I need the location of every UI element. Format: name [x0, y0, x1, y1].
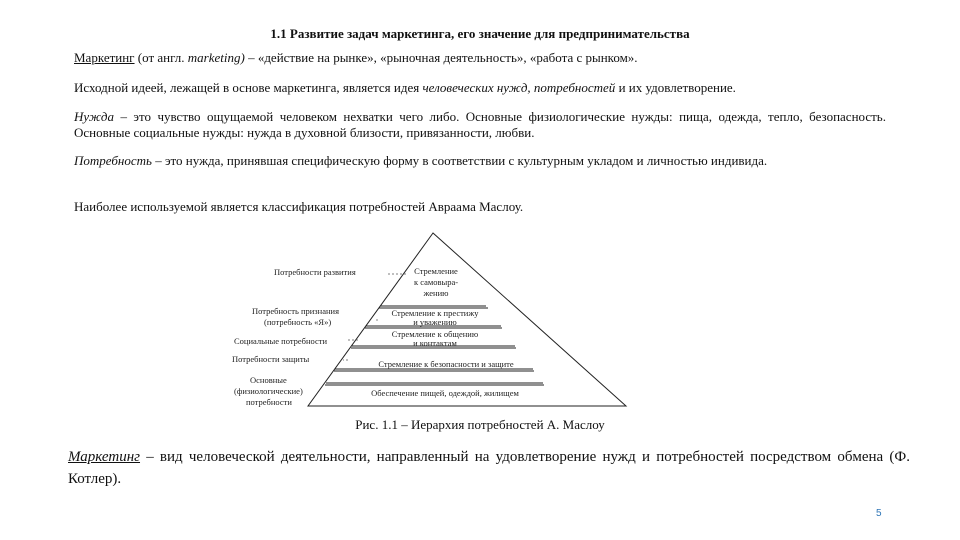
term-want: Потребность — [74, 153, 152, 168]
label-recognition-needs: Потребность признания — [252, 306, 339, 316]
label-protection-needs: Потребности защиты — [232, 354, 310, 364]
level-prestige-2: и уважению — [413, 317, 457, 327]
level-social-1: Стремление к общению — [391, 329, 479, 339]
emphasis: человеческих нужд, потребностей — [422, 80, 616, 95]
level-self-expression-1: Стремление — [414, 266, 458, 276]
page-number: 5 — [876, 508, 882, 519]
text: – «действие на рынке», «рыночная деятельность», «работа с рынком». — [244, 50, 638, 65]
term-marketing: Маркетинг — [74, 50, 135, 65]
level-self-expression-3: жению — [423, 288, 449, 298]
figure-caption: Рис. 1.1 – Иерархия потребностей А. Маслоу — [355, 417, 605, 432]
level-basic: Обеспечение пищей, одеждой, жилищем — [371, 388, 519, 398]
text: – вид человеческой деятельности, направленный на удовлетворение нужд и потребностей посредством обмена (Ф. Котлер). — [68, 449, 910, 487]
paragraph-kotler-definition — [68, 446, 910, 490]
page-title: 1.1 Развитие задач маркетинга, его значение для предпринимательства — [270, 26, 690, 41]
paragraph-need-definition — [74, 109, 886, 141]
text: – это нужда, принявшая специфическую форму в соответствии с культурным укладом и личностью индивида. — [151, 153, 768, 168]
maslow-pyramid-diagram — [228, 228, 648, 414]
level-safety: Стремление к безопасности и защите — [378, 359, 514, 369]
text: (от англ. — [134, 50, 188, 65]
pyramid-outline — [308, 233, 626, 406]
label-basic-needs-sub: (физиологические) — [234, 386, 303, 396]
level-social-2: и контактам — [413, 338, 457, 348]
foreign-word: marketing) — [187, 50, 245, 65]
label-basic-needs: Основные — [250, 375, 287, 385]
paragraph-core-idea — [74, 80, 886, 96]
paragraph-want-definition — [74, 153, 886, 169]
label-development-needs: Потребности развития — [274, 267, 356, 277]
label-basic-needs-sub2: потребности — [246, 397, 292, 407]
paragraph-maslow-intro: Наиболее используемой является классификация потребностей Авраама Маслоу. — [74, 199, 524, 214]
level-self-expression-2: к самовыра- — [413, 277, 459, 287]
text: – это чувство ощущаемой человеком нехватки чего либо. Основные физиологические нужды: пища, одежда, тепло, безопасность. Основные социальные нужды: нужда в духовной близости, привязанности, любви. — [74, 109, 886, 140]
term-marketing-kotler: Маркетинг — [68, 449, 141, 465]
text: и их удовлетворение. — [615, 80, 736, 95]
term-need: Нужда — [74, 109, 115, 124]
label-social-needs: Социальные потребности — [234, 336, 328, 346]
label-recognition-needs-sub: (потребность «Я») — [264, 317, 332, 327]
text: Исходной идеей, лежащей в основе маркетинга, является идея — [74, 80, 423, 95]
level-prestige-1: Стремление к престижу — [391, 308, 479, 318]
paragraph-marketing-etymology — [74, 50, 886, 66]
